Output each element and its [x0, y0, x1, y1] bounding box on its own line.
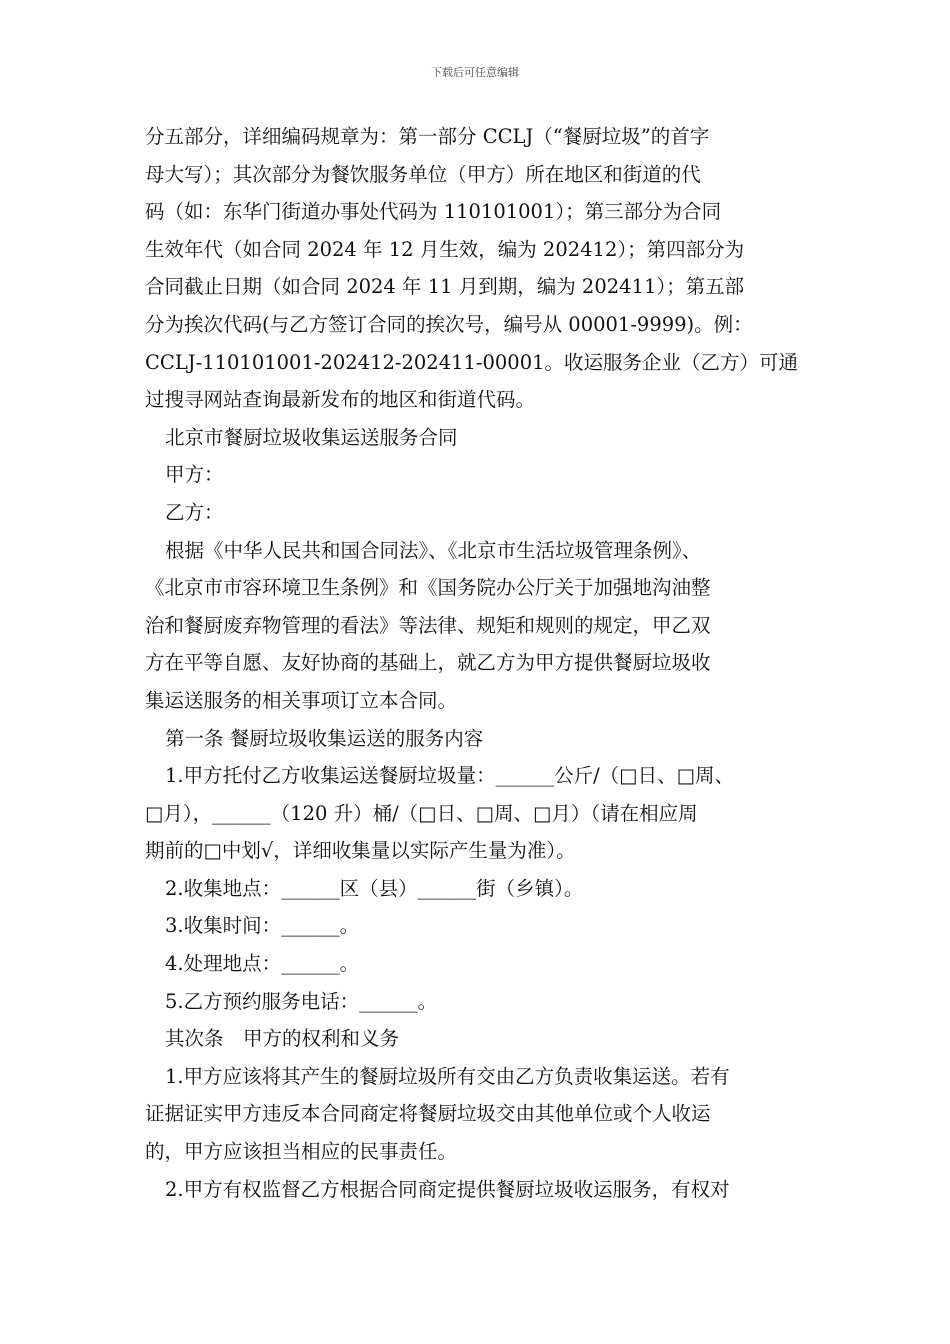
text-line: 方在平等自愿、友好协商的基础上，就乙方为甲方提供餐厨垃圾收: [145, 651, 711, 675]
text-line: 《北京市市容环境卫生条例》和《国务院办公厅关于加强地沟油整: [145, 576, 711, 600]
text-line: 1.甲方应该将其产生的餐厨垃圾所有交由乙方负责收集运送。若有: [165, 1064, 730, 1088]
text-line: 生效年代（如合同 2024 年 12 月生效，编为 202412）；第四部分为: [145, 237, 745, 261]
text-line: 期前的□中划√，详细收集量以实际产生量为准）。: [145, 839, 576, 863]
contract-title: 北京市餐厨垃圾收集运送服务合同: [165, 425, 458, 449]
article-heading: 第一条 餐厨垃圾收集运送的服务内容: [165, 726, 484, 750]
text-line: 母大写）；其次部分为餐饮服务单位（甲方）所在地区和街道的代: [145, 162, 701, 186]
text-line: 3.收集时间：______。: [165, 914, 360, 938]
text-line: 过搜寻网站查询最新发布的地区和街道代码。: [145, 388, 536, 412]
text-line: 治和餐厨废弃物管理的看法》等法律、规矩和规则的规定，甲乙双: [145, 613, 711, 637]
text-line: 集运送服务的相关事项订立本合同。: [145, 688, 458, 712]
text-line: 分五部分，详细编码规章为：第一部分 CCLJ（“餐厨垃圾”的首字: [145, 125, 710, 148]
text-line: 合同截止日期（如合同 2024 年 11 月到期，编为 202411）；第五部: [145, 275, 745, 299]
text-line: □月），______（120 升）桶/（□日、□周、□月）（请在相应周: [145, 801, 698, 825]
text-line: 5.乙方预约服务电话：______。: [165, 989, 438, 1013]
text-line: 的，甲方应该担当相应的民事责任。: [145, 1140, 458, 1164]
text-line: 2.收集地点：______区（县）______街（乡镇）。: [165, 876, 584, 900]
text-line: 1.甲方托付乙方收集运送餐厨垃圾量：______公斤/（□日、□周、: [165, 764, 735, 788]
document-body: [145, 118, 820, 1208]
page-header: 下载后可任意编辑: [431, 66, 519, 79]
text-line: 根据《中华人民共和国合同法》、《北京市生活垃圾管理条例》、: [165, 538, 702, 562]
article-heading: 其次条 甲方的权利和义务: [165, 1027, 400, 1051]
text-line: 4.处理地点：______。: [165, 952, 360, 976]
text-line: CCLJ-110101001-202412-202411-00001。收运服务企业（乙方）可通: [145, 350, 799, 374]
text-line: 分为挨次代码(与乙方签订合同的挨次号，编号从 00001-9999)。例：: [145, 312, 753, 336]
text-line: 2.甲方有权监督乙方根据合同商定提供餐厨垃圾收运服务，有权对: [165, 1177, 730, 1201]
party-a-label: 甲方：: [165, 463, 224, 487]
text-line: 码（如：东华门街道办事处代码为 110101001）；第三部分为合同: [145, 200, 722, 224]
text-line: 证据证实甲方违反本合同商定将餐厨垃圾交由其他单位或个人收运: [145, 1102, 711, 1126]
party-b-label: 乙方：: [165, 500, 224, 524]
